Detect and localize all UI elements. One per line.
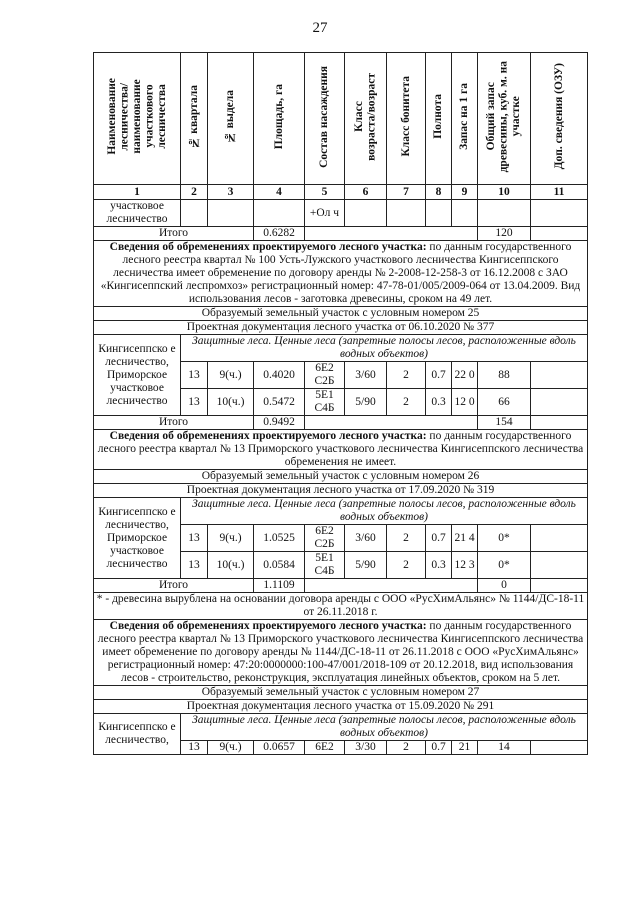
forestry-name-cell: Кингисеппско е лесничество, Приморское участковое лесничество [94,498,181,579]
column-number: 6 [345,185,387,200]
total-area: 0.6282 [254,227,305,241]
bonitet-cell: 2 [387,552,426,579]
header-total-stock: Общий запас древесины, куб. м. на участке [478,53,531,185]
density-cell: 0.3 [426,389,452,416]
allotment-cell: 10(ч.) [208,552,254,579]
stock-per-ha-cell: 12 0 [452,389,478,416]
encumbrance-text: Сведения об обременениях проектируемого лесного участка: по данным государственного лесного реестра квартал № 13 Приморского участкового лесничества Кингисеппского лесничества обременения не имеет. [94,430,588,470]
plot-title: Образуемый земельный участок с условным номером 26 [94,470,588,484]
header-forestry-name: Наименование лесничества/ наименование участкового лесничества [94,53,181,185]
plot-title-row [94,470,588,484]
plot-doc: Проектная документация лесного участка от 06.10.2020 № 377 [94,321,588,335]
density-cell: 0.7 [426,525,452,552]
plot-doc-row [94,484,588,498]
encumbrance-text: Сведения об обременениях проектируемого лесного участка: по данным государственного лесного реестра квартал № 100 Усть-Лужского участкового лесничества Кингисеппского лесничества имеет обременение по договору аренды № 2-2008-12-258-3 от 16.12.2008 с ЗАО «Кингисеппский леспромхоз» регистрационный номер: 47-78-01/005/2009-064 от 13.04.2009. Вид использования лесов - заготовка древесины, сроком на 49 лет. [94,241,588,307]
age-cell: 5/90 [345,389,387,416]
footnote-row [94,593,588,620]
header-composition: Состав насаждения [305,53,345,185]
extra-info-cell [531,389,588,416]
total-stock-cell: 0* [478,525,531,552]
encumbrance-row [94,430,588,470]
page-number: 27 [312,20,328,36]
header-age-class: Класс возраста/возраст [345,53,387,185]
empty-cell [305,416,478,430]
total-stock-cell: 0* [478,552,531,579]
plot-doc: Проектная документация лесного участка от 17.09.2020 № 319 [94,484,588,498]
column-number: 9 [452,185,478,200]
plot-doc: Проектная документация лесного участка от 15.09.2020 № 291 [94,700,588,714]
extra-info-cell [531,525,588,552]
total-area: 1.1109 [254,579,305,593]
allotment-cell: 10(ч.) [208,389,254,416]
allotment-cell: 9(ч.) [208,362,254,389]
total-label: Итого [94,579,254,593]
forest-plots-table [93,52,588,755]
category-row [94,714,588,741]
quarter-cell: 13 [181,525,208,552]
area-cell: 0.4020 [254,362,305,389]
empty-cell [208,200,254,227]
category-row [94,498,588,525]
bonitet-cell: 2 [387,389,426,416]
stock-per-ha-cell: 21 [452,741,478,755]
plot-title-row [94,686,588,700]
empty-cell [305,579,478,593]
empty-cell [531,416,588,430]
total-row [94,227,588,241]
column-number: 7 [387,185,426,200]
bonitet-cell: 2 [387,362,426,389]
extra-info-cell [531,362,588,389]
density-cell: 0.7 [426,741,452,755]
quarter-cell: 13 [181,741,208,755]
empty-cell [531,200,588,227]
extra-info-cell [531,741,588,755]
plot-title-row [94,307,588,321]
forestry-name-cell: Кингисеппско е лесничество, Приморское участковое лесничество [94,335,181,416]
empty-cell [531,227,588,241]
bonitet-cell: 2 [387,741,426,755]
encumbrance-text: Сведения об обременениях проектируемого лесного участка: по данным государственного лесного реестра квартал № 13 Приморского участкового лесничества Кингисеппского лесничества имеет обременение по договору аренды № 1144/ДС-18-11 от 26.11.2018 с ООО «РусХимАльянс» регистрационный номер: 47:20:0000000:100-47/001/2018-109 от 20.12.2018, вид использования лесов - строительство, реконструкция, эксплуатация линейных объектов, сроком на 5 лет. [94,620,588,686]
area-cell: 0.0584 [254,552,305,579]
empty-cell [181,200,208,227]
header-bonitet: Класс бонитета [387,53,426,185]
encumbrance-row [94,241,588,307]
column-number: 2 [181,185,208,200]
total-stock: 0 [478,579,531,593]
header-extra-info: Доп. сведения (ОЗУ) [531,53,588,185]
plot-doc-row [94,700,588,714]
forest-category: Защитные леса. Ценные леса (запретные полосы лесов, расположенные вдоль водных объектов) [181,498,588,525]
plot-doc-row [94,321,588,335]
column-number: 3 [208,185,254,200]
total-stock: 154 [478,416,531,430]
total-row [94,416,588,430]
age-cell: 5/90 [345,552,387,579]
density-cell: 0.3 [426,552,452,579]
age-cell: 3/60 [345,362,387,389]
density-cell: 0.7 [426,362,452,389]
empty-cell [426,200,452,227]
total-row [94,579,588,593]
empty-cell [478,200,531,227]
empty-cell [254,200,305,227]
composition-cell: 6Е2 С2Б [305,525,345,552]
composition-cell: +Ол ч [305,200,345,227]
total-stock-cell: 88 [478,362,531,389]
header-density: Полнота [426,53,452,185]
column-number: 11 [531,185,588,200]
empty-cell [531,579,588,593]
header-quarter: № квартала [181,53,208,185]
quarter-cell: 13 [181,389,208,416]
composition-cell: 5Е1 С4Б [305,389,345,416]
total-label: Итого [94,227,254,241]
forestry-name-cell: участковое лесничество [94,200,181,227]
empty-cell [452,200,478,227]
forestry-name-cell: Кингисеппско е лесничество, [94,714,181,755]
empty-cell [305,227,478,241]
column-number: 8 [426,185,452,200]
stock-per-ha-cell: 22 0 [452,362,478,389]
column-number: 1 [94,185,181,200]
composition-cell: 6Е2 С2Б [305,362,345,389]
bonitet-cell: 2 [387,525,426,552]
header-area: Площадь, га [254,53,305,185]
extra-info-cell [531,552,588,579]
encumbrance-row [94,620,588,686]
category-row [94,335,588,362]
empty-cell [345,200,387,227]
total-area: 0.9492 [254,416,305,430]
plot-title: Образуемый земельный участок с условным номером 25 [94,307,588,321]
header-allotment: № выдела [208,53,254,185]
total-label: Итого [94,416,254,430]
allotment-cell: 9(ч.) [208,741,254,755]
column-number: 10 [478,185,531,200]
area-cell: 1.0525 [254,525,305,552]
header-row [94,53,588,185]
composition-cell: 6Е2 [305,741,345,755]
forest-category: Защитные леса. Ценные леса (запретные полосы лесов, расположенные вдоль водных объектов) [181,714,588,741]
age-cell: 3/30 [345,741,387,755]
footnote: * - древесина вырублена на основании договора аренды с ООО «РусХимАльянс» № 1144/ДС-18-11 от 26.11.2018 г. [94,593,588,620]
plot-title: Образуемый земельный участок с условным номером 27 [94,686,588,700]
header-stock-per-ha: Запас на 1 га [452,53,478,185]
quarter-cell: 13 [181,552,208,579]
age-cell: 3/60 [345,525,387,552]
stock-per-ha-cell: 12 3 [452,552,478,579]
allotment-cell: 9(ч.) [208,525,254,552]
column-number: 4 [254,185,305,200]
stock-per-ha-cell: 21 4 [452,525,478,552]
total-stock-cell: 66 [478,389,531,416]
composition-cell: 5Е1 С4Б [305,552,345,579]
forest-category: Защитные леса. Ценные леса (запретные полосы лесов, расположенные вдоль водных объектов) [181,335,588,362]
empty-cell [387,200,426,227]
column-number-row [94,185,588,200]
total-stock-cell: 14 [478,741,531,755]
quarter-cell: 13 [181,362,208,389]
total-stock: 120 [478,227,531,241]
table-row [94,200,588,227]
column-number: 5 [305,185,345,200]
area-cell: 0.5472 [254,389,305,416]
area-cell: 0.0657 [254,741,305,755]
